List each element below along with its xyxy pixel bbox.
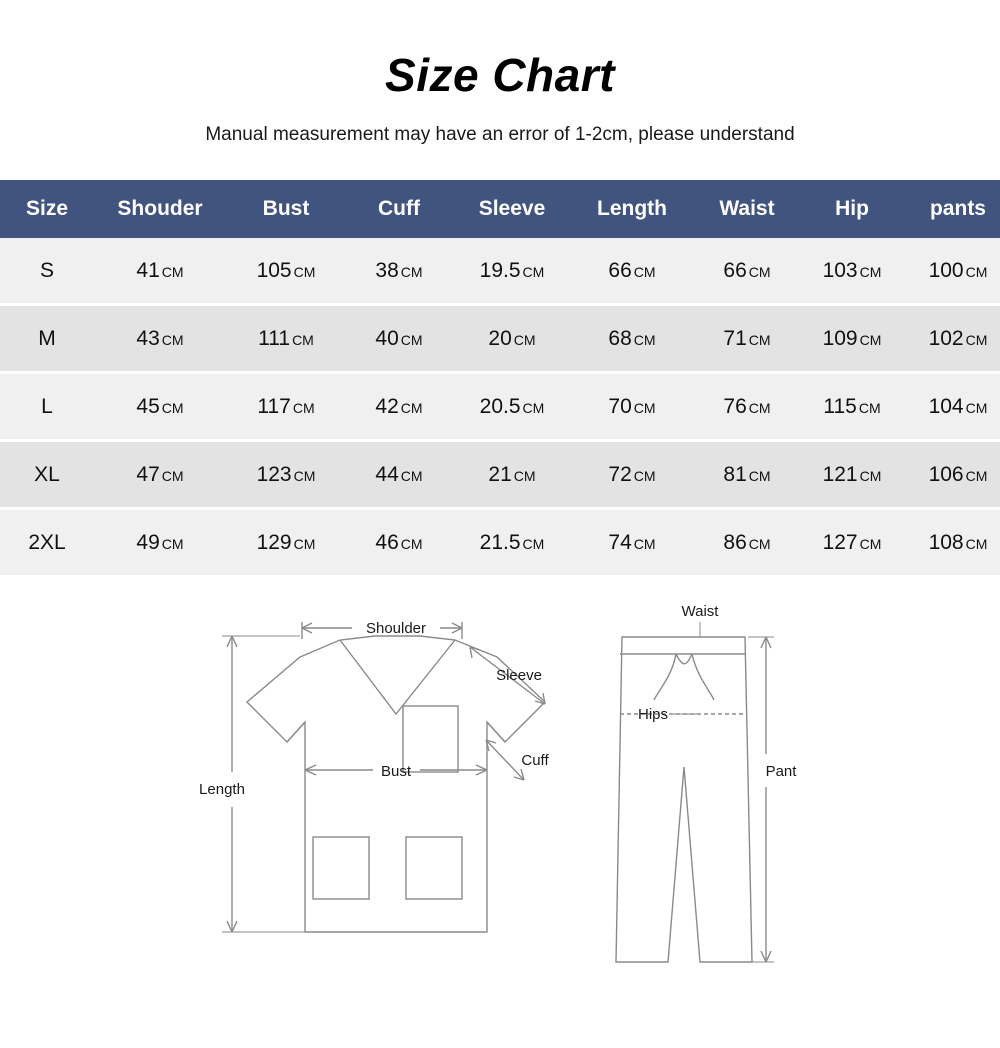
cell-size: XL: [0, 441, 94, 509]
chest-pocket: [403, 706, 458, 772]
size-chart-page: [0, 48, 1000, 1048]
cell-unit: CM: [293, 535, 316, 552]
cell-unit: CM: [522, 399, 545, 416]
cell-waist-value: 66: [723, 258, 747, 282]
cell-waist-value: 76: [723, 394, 747, 418]
pant-extension: [748, 637, 774, 962]
cell-unit: CM: [293, 263, 316, 280]
cell-pants: [902, 238, 1000, 305]
diagram-svg: [0, 592, 1000, 992]
cell-length: [572, 441, 692, 509]
cell-unit: CM: [748, 535, 771, 552]
column-header-length: Length: [572, 180, 692, 238]
cell-waist-value: 81: [723, 462, 747, 486]
table-body: [0, 238, 1000, 577]
cell-sleeve-value: 21: [488, 462, 512, 486]
cell-sleeve-value: 19.5: [479, 258, 521, 282]
cell-pants-value: 100: [928, 258, 964, 282]
cell-shoulder: [94, 238, 226, 305]
label-bust: Bust: [380, 763, 412, 780]
cell-bust-value: 123: [256, 462, 292, 486]
cell-waist-value: 71: [723, 326, 747, 350]
cell-length: [572, 373, 692, 441]
cell-size: 2XL: [0, 509, 94, 577]
cell-sleeve-value: 20: [488, 326, 512, 350]
column-header-bust: Bust: [226, 180, 346, 238]
table-row: [0, 509, 1000, 577]
table-header-row: [0, 180, 1000, 238]
cell-waist: [692, 509, 802, 577]
cell-unit: CM: [748, 399, 771, 416]
cell-unit: CM: [859, 263, 882, 280]
cell-cuff-value: 42: [375, 394, 399, 418]
cell-unit: CM: [965, 331, 988, 348]
cell-pants-value: 108: [928, 530, 964, 554]
cell-unit: CM: [161, 399, 184, 416]
cell-unit: CM: [400, 331, 423, 348]
cell-shoulder: [94, 305, 226, 373]
cell-unit: CM: [293, 467, 316, 484]
label-shoulder: Shoulder: [365, 620, 427, 637]
cell-shoulder-value: 43: [136, 326, 160, 350]
cell-size: M: [0, 305, 94, 373]
column-header-pants: pants: [902, 180, 1000, 238]
cell-hip: [802, 238, 902, 305]
cell-unit: CM: [633, 399, 656, 416]
cell-unit: CM: [400, 399, 423, 416]
cell-unit: CM: [292, 331, 314, 348]
cell-unit: CM: [161, 263, 184, 280]
cell-sleeve-value: 20.5: [479, 394, 521, 418]
cell-cuff-value: 38: [375, 258, 399, 282]
cell-bust: [226, 509, 346, 577]
cell-pants: [902, 305, 1000, 373]
neckline: [340, 640, 455, 714]
cell-waist: [692, 305, 802, 373]
cell-cuff-value: 40: [375, 326, 399, 350]
cell-bust-value: 129: [256, 530, 292, 554]
cell-length: [572, 305, 692, 373]
cell-unit: CM: [633, 331, 656, 348]
cell-unit: CM: [400, 263, 423, 280]
cell-unit: CM: [859, 535, 882, 552]
cell-unit: CM: [400, 535, 423, 552]
cell-hip: [802, 441, 902, 509]
cell-pants: [902, 373, 1000, 441]
cell-bust-value: 111: [258, 326, 291, 350]
page-title: Size Chart: [385, 49, 615, 101]
cell-shoulder: [94, 373, 226, 441]
right-pocket: [406, 837, 462, 899]
cell-unit: CM: [633, 535, 656, 552]
table-row: [0, 441, 1000, 509]
column-header-cuff: Cuff: [346, 180, 452, 238]
cell-size: S: [0, 238, 94, 305]
cell-unit: CM: [292, 399, 315, 416]
left-sleeve-seam: [287, 722, 305, 742]
cell-unit: CM: [965, 263, 988, 280]
size-table: [0, 180, 1000, 578]
cell-pants-value: 102: [928, 326, 964, 350]
cell-unit: CM: [965, 535, 988, 552]
cell-unit: CM: [858, 399, 881, 416]
cell-unit: CM: [161, 535, 184, 552]
cell-unit: CM: [859, 467, 882, 484]
cell-sleeve: [452, 509, 572, 577]
label-cuff: Cuff: [521, 752, 549, 769]
cell-unit: CM: [748, 331, 771, 348]
cell-sleeve: [452, 305, 572, 373]
cell-shoulder-value: 49: [136, 530, 160, 554]
cell-unit: CM: [161, 331, 184, 348]
cell-waist: [692, 373, 802, 441]
cell-cuff: [346, 509, 452, 577]
cell-length-value: 72: [608, 462, 632, 486]
drawstring: [654, 654, 714, 700]
cell-waist: [692, 441, 802, 509]
cell-hip: [802, 509, 902, 577]
cell-length-value: 68: [608, 326, 632, 350]
column-header-shoulder: Shouder: [94, 180, 226, 238]
cell-cuff: [346, 373, 452, 441]
column-header-sleeve: Sleeve: [452, 180, 572, 238]
cell-shoulder: [94, 509, 226, 577]
cell-unit: CM: [748, 263, 771, 280]
cell-hip-value: 103: [822, 258, 858, 282]
cell-unit: CM: [633, 263, 656, 280]
cell-pants-value: 106: [928, 462, 964, 486]
cell-bust-value: 105: [256, 258, 292, 282]
cell-hip-value: 115: [823, 394, 857, 418]
cell-pants: [902, 509, 1000, 577]
cell-shoulder-value: 45: [136, 394, 160, 418]
column-header-waist: Waist: [692, 180, 802, 238]
left-pocket: [313, 837, 369, 899]
table-row: [0, 305, 1000, 373]
cell-size: L: [0, 373, 94, 441]
cell-hip-value: 109: [822, 326, 858, 350]
cell-unit: CM: [748, 467, 771, 484]
cell-length: [572, 238, 692, 305]
cell-unit: CM: [965, 467, 988, 484]
cell-sleeve: [452, 238, 572, 305]
cell-sleeve: [452, 441, 572, 509]
cell-unit: CM: [522, 535, 545, 552]
cell-waist: [692, 238, 802, 305]
label-waist: Waist: [681, 603, 719, 620]
cell-length-value: 66: [608, 258, 632, 282]
cell-unit: CM: [513, 331, 536, 348]
column-header-size: Size: [0, 180, 94, 238]
cell-cuff: [346, 441, 452, 509]
cell-cuff-value: 44: [375, 462, 399, 486]
cell-shoulder: [94, 441, 226, 509]
measurement-note: Manual measurement may have an error of 1-2cm, please understand: [205, 124, 795, 145]
cell-bust: [226, 305, 346, 373]
cell-length-value: 74: [608, 530, 632, 554]
right-sleeve-seam: [487, 722, 505, 742]
table-row: [0, 373, 1000, 441]
cell-waist-value: 86: [723, 530, 747, 554]
cell-sleeve-value: 21.5: [479, 530, 521, 554]
table-row: [0, 238, 1000, 305]
cuff-line: [486, 740, 524, 780]
table-header: [0, 180, 1000, 238]
label-length: Length: [199, 781, 245, 798]
cell-shoulder-value: 41: [136, 258, 160, 282]
cell-unit: CM: [633, 467, 656, 484]
cell-hip: [802, 373, 902, 441]
cell-bust: [226, 441, 346, 509]
column-header-hip: Hip: [802, 180, 902, 238]
scrub-pants-diagram: [616, 622, 774, 962]
pants-outline: [616, 637, 752, 962]
cell-unit: CM: [513, 467, 536, 484]
cell-unit: CM: [965, 399, 988, 416]
cell-pants: [902, 441, 1000, 509]
cell-unit: CM: [400, 467, 423, 484]
cell-hip-value: 127: [822, 530, 858, 554]
cell-length: [572, 509, 692, 577]
cell-pants-value: 104: [928, 394, 964, 418]
cell-hip-value: 121: [822, 462, 858, 486]
cell-cuff: [346, 238, 452, 305]
cell-cuff: [346, 305, 452, 373]
drawstring-knot: [676, 654, 692, 664]
cell-cuff-value: 46: [375, 530, 399, 554]
cell-hip: [802, 305, 902, 373]
label-pant: Pant: [765, 763, 797, 780]
label-hips: Hips: [637, 706, 669, 723]
cell-unit: CM: [859, 331, 882, 348]
measurement-diagrams: [0, 592, 1000, 992]
cell-sleeve: [452, 373, 572, 441]
cell-shoulder-value: 47: [136, 462, 160, 486]
cell-bust-value: 117: [257, 394, 291, 418]
cell-unit: CM: [161, 467, 184, 484]
cell-length-value: 70: [608, 394, 632, 418]
cell-bust: [226, 373, 346, 441]
cell-unit: CM: [522, 263, 545, 280]
cell-bust: [226, 238, 346, 305]
label-sleeve: Sleeve: [496, 667, 542, 684]
